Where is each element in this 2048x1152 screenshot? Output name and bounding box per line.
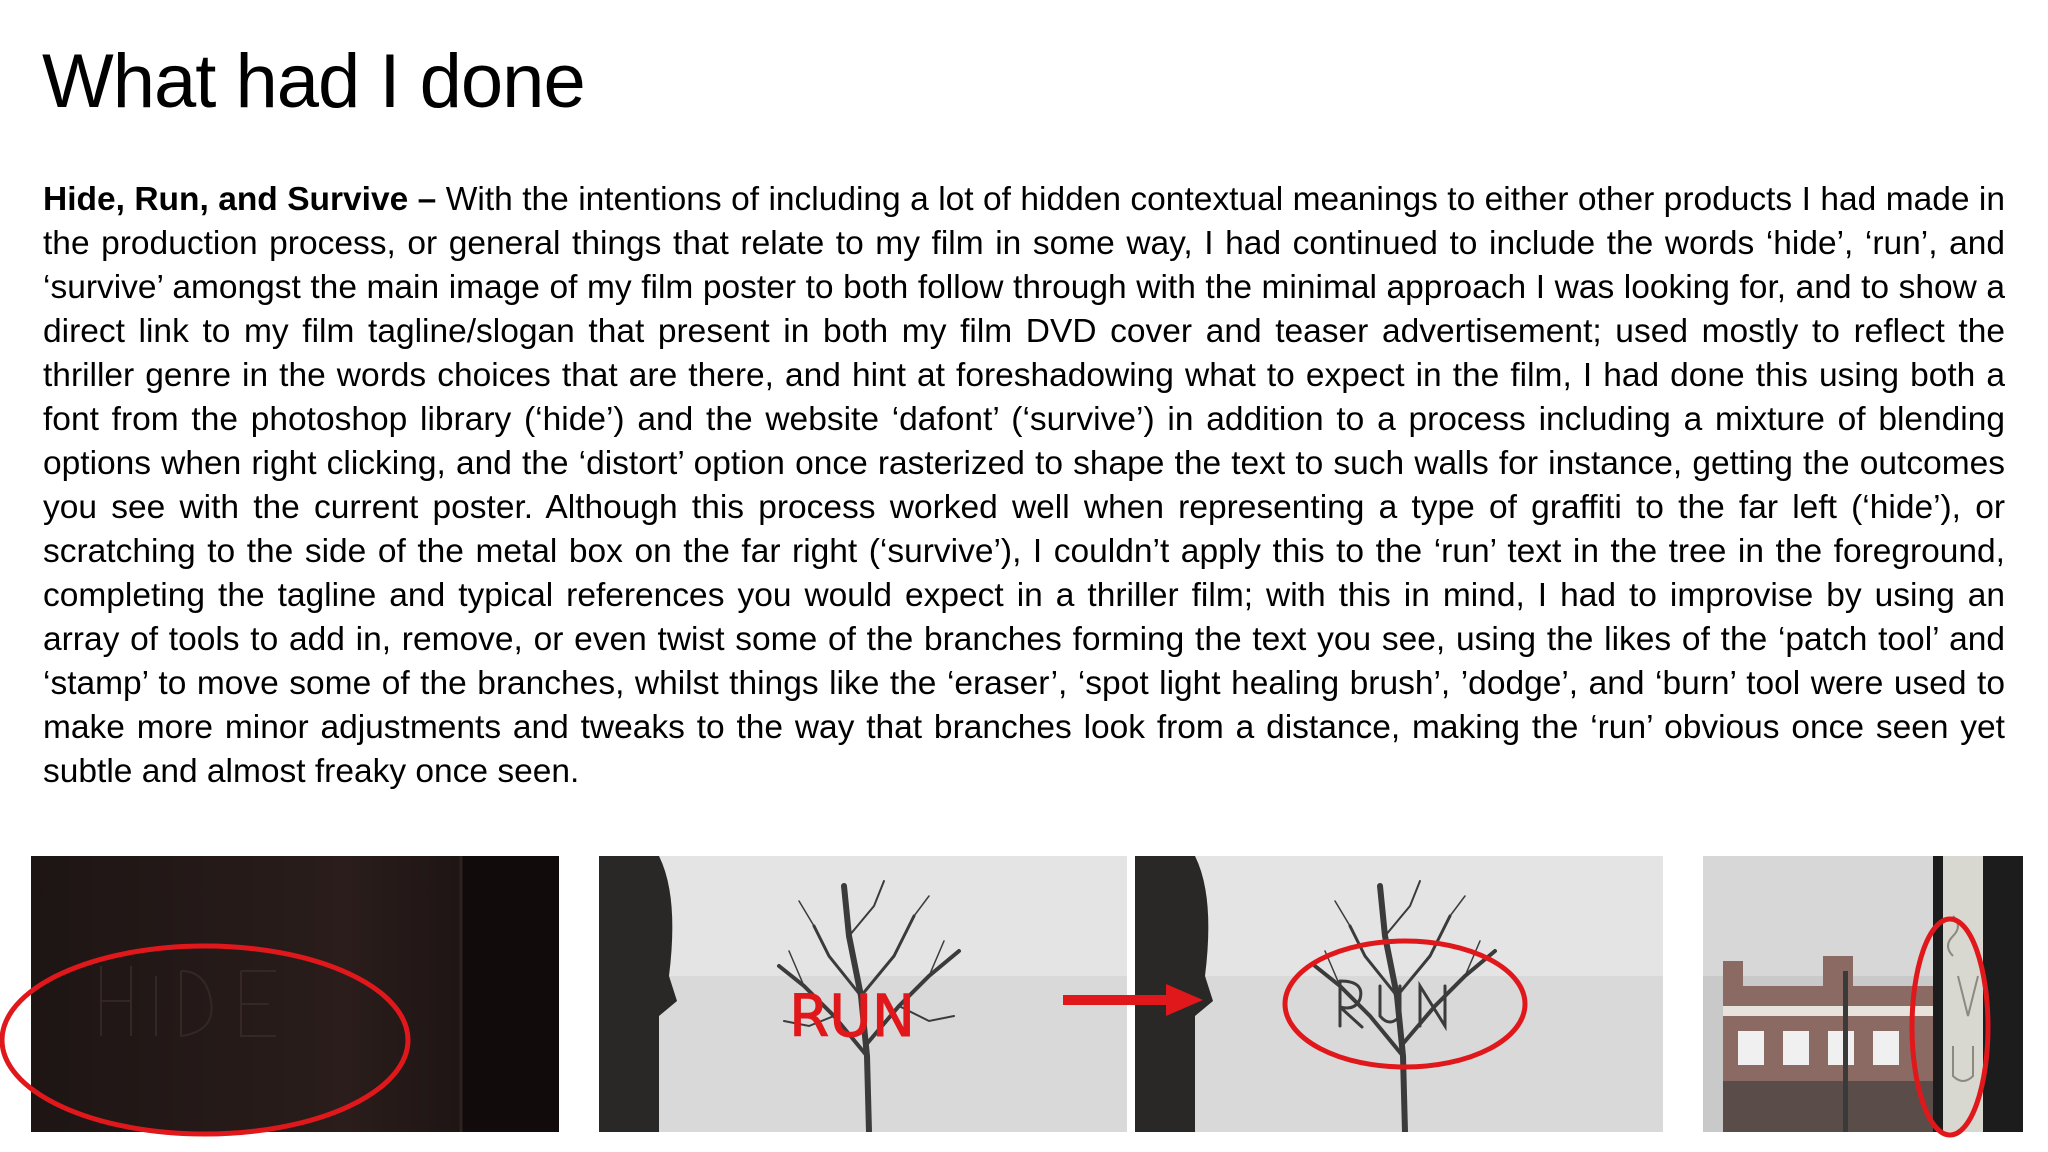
run-sketch-label: RUN (789, 982, 916, 1050)
paragraph-text: With the intentions of including a lot of hidden contextual meanings to either other products I had made in the production process, or general things that relate to my film in some way, I had continued to include the words ‘hide’, ‘run’, and ‘survive’ amongst the main image of my film poster to both follow through with the minimal approach I was looking for, and to show a direct link to my film tagline/slogan that present in both my film DVD cover and teaser advertisement; used mostly to reflect the thriller genre in the words choices that are there, and hint at foreshadowing what to expect in the film, I had done this using both a font from the photoshop library (‘hide’) and the website ‘dafont’ (‘survive’) in addition to a process including a mixture of blending options when right clicking, and the ‘distort’ option once rasterized to shape the text to such walls for instance, getting the outcomes you see with the current poster. Although this process worked well when representing a type of graffiti to the far left (‘hide’), or scratching to the side of the metal box on the far right (‘survive’), I couldn’t apply this to the ‘run’ text in the tree in the foreground, completing the tagline and typical references you would expect in a thriller film; with this in mind, I had to improvise by using an array of tools to add in, remove, or even twist some of the branches forming the text you see, using the likes of the ‘patch tool’ and ‘stamp’ to move some of the branches, whilst things like the ‘eraser’, ‘spot light healing brush’, ’dodge’, and ‘burn’ tool were used to make more minor adjustments and tweaks to the way that branches look from a distance, making the ‘run’ obvious once seen yet subtle and almost freaky once seen. (43, 181, 2006, 790)
body-paragraph (43, 178, 2005, 794)
tree-before-photo (599, 856, 1127, 1132)
slide-title: What had I done (42, 39, 585, 124)
hide-wall-photo (31, 856, 559, 1132)
survive-box-photo (1703, 856, 2023, 1132)
paragraph-lead: Hide, Run, and Survive – (43, 181, 437, 218)
tree-after-photo (1135, 856, 1663, 1132)
